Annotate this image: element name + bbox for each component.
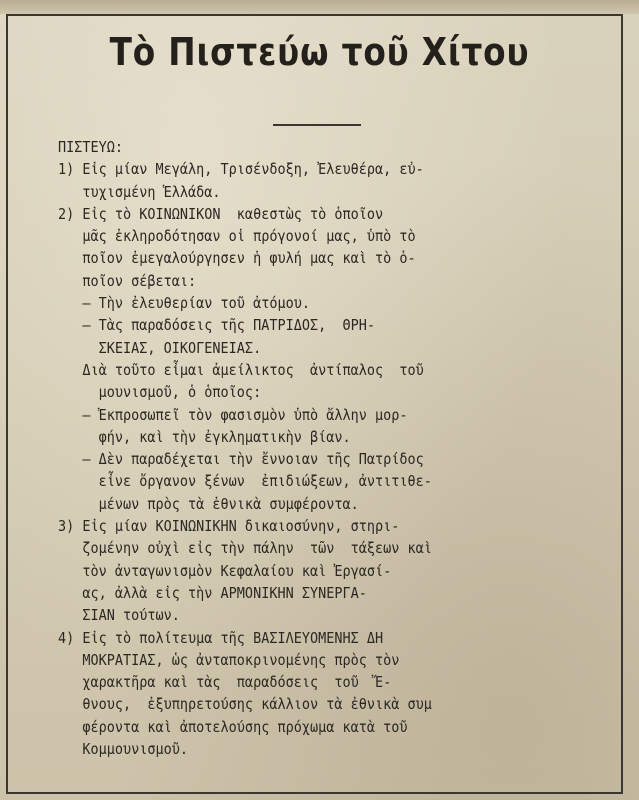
article-title: Τὸ Πιστεύω τοῦ Χίτου [109, 30, 530, 74]
item-2-line-2: μᾶς ἐκληροδότησαν οἱ πρόγονοί μας, ὑπὸ τὸ [58, 227, 416, 246]
title-underline [273, 124, 361, 126]
item-2-line-1: 2) Εἰς τὸ ΚΟΙΝΩΝΙΚΟΝ καθεστὼς τὸ ὁποῖον [58, 204, 384, 223]
item-2-paragraph-line-1: Διὰ τοῦτο εἶμαι ἀμείλικτος ἀντίπαλος τοῦ [58, 360, 424, 379]
item-2-paragraph-line-2: μουνισμοῦ, ὁ ὁποῖος: [58, 383, 262, 402]
item-4-line-5: φέροντα καὶ ἀποτελούσης πρόχωμα κατὰ τοῦ [58, 717, 408, 736]
item-4-line-1: 4) Εἰς τὸ πολίτευμα τῆς ΒΑΣΙΛΕΥΟΜΕΝΗΣ ΔΗ [58, 628, 384, 647]
item-2-bullet-4-line-3: μένων πρὸς τὰ ἐθνικὰ συμφέροντα. [58, 494, 359, 513]
item-2-line-3: ποῖον ἐμεγαλούργησεν ἡ φυλή μας καὶ τὸ ὁ- [58, 249, 416, 268]
item-4-line-4: θνους, ἐξυπηρετούσης κάλλιον τὰ ἐθνικὰ συμ [58, 695, 432, 714]
item-2-bullet-2-line-1: — Τὰς παραδόσεις τῆς ΠΑΤΡΙΔΟΣ, ΘΡΗ- [58, 316, 375, 335]
item-3-line-5: ΣΙΑΝ τούτων. [58, 606, 180, 625]
item-4-line-6: Κομμουνισμοῦ. [58, 740, 189, 759]
item-3-line-4: ας, ἀλλὰ εἰς τὴν ΑΡΜΟΝΙΚΗΝ ΣΥΝΕΡΓΑ- [58, 583, 367, 602]
item-3-line-3: τὸν ἀνταγωνισμὸν Κεφαλαίου καὶ Ἐργασί- [58, 561, 392, 580]
item-3-line-1: 3) Εἰς μίαν ΚΟΙΝΩΝΙΚΗΝ δικαιοσύνην, στηρι- [58, 517, 400, 536]
item-2-bullet-1: — Τὴν ἐλευθερίαν τοῦ ἀτόμου. [58, 294, 310, 313]
item-1-line-2: τυχισμένη Ἑλλάδα. [58, 182, 221, 201]
item-3-line-2: ζομένην οὐχὶ εἰς τὴν πάλην τῶν τάξεων καὶ [58, 539, 432, 558]
item-1-line-1: 1) Εἰς μίαν Μεγάλη, Τρισένδοξη, Ἐλευθέρα, εὐ- [58, 160, 424, 179]
creed-heading: ΠΙΣΤΕΥΩ: [58, 138, 124, 156]
item-2-bullet-2-line-2: ΣΚΕΙΑΣ, ΟΙΚΟΓΕΝΕΙΑΣ. [58, 338, 262, 357]
item-4-line-3: χαρακτῆρα καὶ τὰς παραδόσεις τοῦ Ἔ- [58, 673, 392, 692]
item-2-bullet-4-line-1: — Δὲν παραδέχεται τὴν ἔννοιαν τῆς Πατρίδος [58, 450, 424, 469]
item-2-bullet-3-line-1: — Ἐκπροσωπεῖ τὸν φασισμὸν ὑπὸ ἄλλην μορ- [58, 405, 408, 424]
item-4-line-2: ΜΟΚΡΑΤΙΑΣ, ὡς ἀνταποκρινομένης πρὸς τὸν [58, 650, 400, 669]
torn-top-edge [0, 0, 639, 14]
article-body [58, 136, 618, 760]
item-2-line-4: ποῖον σέβεται: [58, 271, 197, 290]
item-2-bullet-3-line-2: φήν, καὶ τὴν ἐγκληματικὴν βίαν. [58, 427, 351, 446]
item-2-bullet-4-line-2: εἶνε ὄργανον ξένων ἐπιδιώξεων, ἀντιτιθε- [58, 472, 432, 491]
